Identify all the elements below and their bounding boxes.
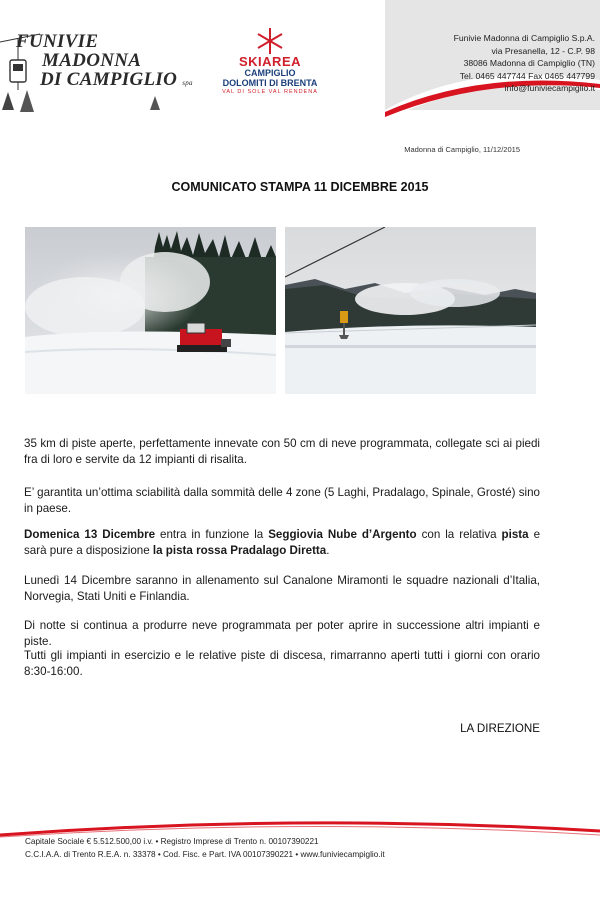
bold-red-piste: la pista rossa Pradalago Diretta — [152, 544, 327, 558]
logo-line1: FUNIVIE — [16, 31, 99, 52]
paragraph-new-lift — [24, 527, 540, 559]
company-street: via Presanella, 12 - C.P. 98 — [491, 45, 595, 56]
paragraph-night-snowmaking: Di notte si continua a produrre neve programmata per poter aprire in successione altri impianti e piste. — [24, 619, 540, 649]
skiarea-line1: CAMPIGLIO — [244, 68, 296, 78]
bold-lift: Seggiovia Nube d’Argento — [268, 528, 417, 541]
funivie-logo-text — [16, 32, 193, 93]
bold-date: Domenica 13 Dicembre — [24, 528, 156, 541]
company-email[interactable]: info@funiviecampiglio.it — [504, 83, 595, 94]
text-span: . — [326, 544, 330, 558]
snow-cannon-mountain-photo — [285, 227, 536, 394]
document-date: Madonna di Campiglio, 11/12/2015 — [404, 145, 520, 154]
text-span: con la relativa — [416, 528, 502, 541]
logo-line3: DI CAMPIGLIO — [40, 69, 178, 90]
company-address — [395, 32, 595, 95]
skiarea-line2: DOLOMITI DI BRENTA — [222, 78, 318, 88]
text-span: e sarà pure a disposizione — [24, 528, 541, 558]
skiarea-logo — [215, 26, 325, 96]
logo-line2: MADONNA — [42, 50, 142, 71]
text-span: entra in funzione la — [155, 528, 269, 541]
footer-swoosh-decoration — [0, 805, 600, 840]
paragraph-national-teams: Lunedì 14 Dicembre saranno in allenamento sul Canalone Miramonti le squadre nazionali d’Italia, Norvegia, Stati Uniti e Finlandia. — [24, 574, 540, 604]
company-phone: Tel. 0465 447744 Fax 0465 447799 — [459, 70, 595, 81]
skiarea-name: SKIAREA — [239, 54, 302, 69]
footer-legal — [25, 836, 385, 861]
bold-pista: pista — [501, 528, 529, 541]
company-name: Funivie Madonna di Campiglio S.p.A. — [453, 33, 595, 43]
paragraph-opening-hours: Tutti gli impianti in esercizio e le relative piste di discesa, rimarranno aperti tutti i giorni con orario 8:30-16:00. — [24, 649, 540, 679]
footer-line2: C.C.I.A.A. di Trento R.E.A. n. 33378 • Cod. Fisc. e Part. IVA 00107390221 • www.funiviecampiglio.it — [25, 849, 385, 859]
signature: LA DIREZIONE — [460, 722, 540, 735]
paragraph-pistes-open: 35 km di piste aperte, perfettamente innevate con 50 cm di neve programmata, collegate sci ai piedi fra di loro e servite da 12 impianti di risalita. — [24, 437, 540, 467]
logo-spa: spa — [182, 79, 193, 87]
snowmaking-groomer-photo — [25, 227, 276, 394]
paragraph-ski-quality: E’ garantita un’ottima sciabilità dalla sommità delle 4 zone (5 Laghi, Pradalago, Spinale, Grosté) sino in paese. — [24, 486, 540, 516]
snowflake-icon — [255, 26, 285, 56]
company-city: 38086 Madonna di Campiglio (TN) — [463, 58, 595, 69]
skiarea-line3: VAL DI SOLE VAL RENDENA — [222, 89, 318, 95]
footer-line1: Capitale Sociale € 5.512.500,00 i.v. • Registro Imprese di Trento n. 00107390221 — [25, 837, 319, 846]
page-title: COMUNICATO STAMPA 11 DICEMBRE 2015 — [171, 180, 429, 194]
